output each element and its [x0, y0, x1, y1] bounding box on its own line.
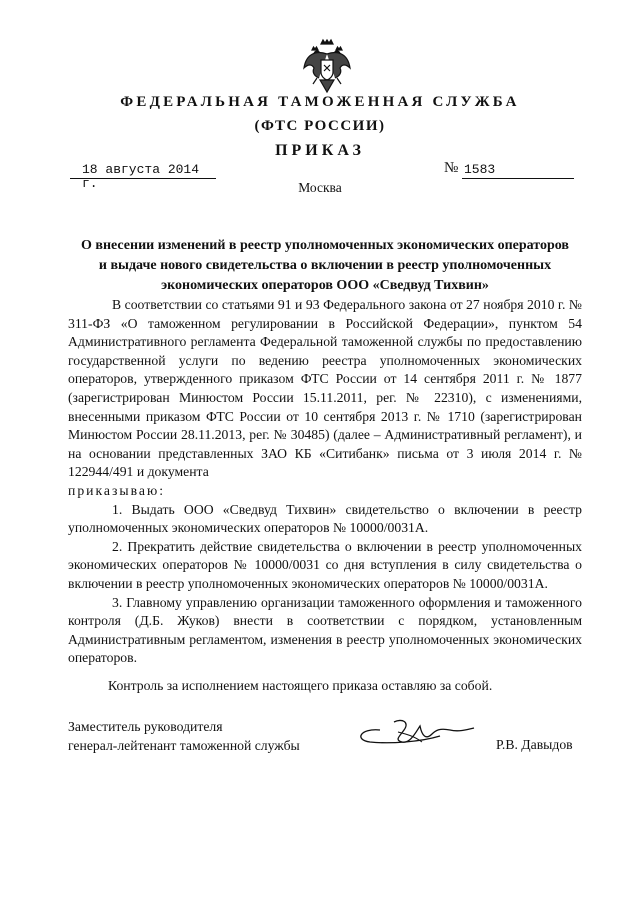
position-line: генерал-лейтенант таможенной службы	[68, 737, 300, 753]
title-line: и выдаче нового свидетельства о включении в реестр уполномоченных	[98, 258, 552, 273]
document-type: ПРИКАЗ	[275, 142, 365, 159]
order-date: 18 августа 2014 г.	[70, 163, 216, 179]
order-number: 1583	[462, 163, 574, 179]
signatory-position	[68, 718, 300, 755]
number-sign: №	[444, 160, 459, 176]
order-item: 2. Прекратить действие свидетельства о включении в реестр уполномоченных экономических операторов № 10000/0031 со дня вступления в силу свидетельства о включении в реестр уполномоченных экономических операторов № 10000/0031А.	[68, 538, 582, 591]
agency-name: ФЕДЕРАЛЬНАЯ ТАМОЖЕННАЯ СЛУЖБА	[120, 94, 520, 110]
agency-abbreviation: (ФТС РОССИИ)	[254, 118, 386, 134]
order-directive: приказываю:	[68, 482, 166, 498]
control-clause: Контроль за исполнением настоящего приказа оставляю за собой.	[108, 678, 493, 693]
position-line: Заместитель руководителя	[68, 719, 223, 734]
order-body	[68, 296, 582, 668]
preamble-paragraph: В соответствии со статьями 91 и 93 Федерального закона от 27 ноября 2010 г. № 311-ФЗ «О таможенном регулировании в Российской Федерации», пунктом 54 Административного регламента Федеральной таможенной службы по предоставлению государственной услуги по ведению реестра уполномоченных экономических операторов, утвержденного приказом ФТС России от 14 сентября 2011 г. № 1877 (зарегистрирован Минюстом России 15.11.2011, рег. № 22310), с изменениями, внесенными приказом ФТС России от 10 сентября 2013 г. № 1710 (зарегистрирован Минюстом России 28.11.2013, рег. № 30485) (далее – Административный регламент), и на основании представленных ЗАО КБ «Ситибанк» письма от 3 июля 2014 г. № 122944/491 и документа	[68, 297, 582, 480]
handwritten-signature	[350, 712, 480, 754]
title-line: О внесении изменений в реестр уполномоченных экономических операторов	[81, 238, 569, 253]
city: Москва	[298, 180, 342, 195]
title-line: экономических операторов ООО «Сведвуд Тихвин»	[161, 278, 489, 293]
order-item: 1. Выдать ООО «Сведвуд Тихвин» свидетельство о включении в реестр уполномоченных экономических операторов № 10000/0031А.	[68, 501, 582, 536]
order-title	[68, 236, 582, 296]
russian-coat-of-arms-icon	[302, 38, 352, 94]
order-item: 3. Главному управлению организации таможенного оформления и таможенного контроля (Д.Б. Жуков) внести в соответствии с порядком, установленным Административным регламентом, изменения в реестр уполномоченных экономических операторов.	[68, 594, 582, 666]
signatory-name: Р.В. Давыдов	[496, 737, 573, 752]
